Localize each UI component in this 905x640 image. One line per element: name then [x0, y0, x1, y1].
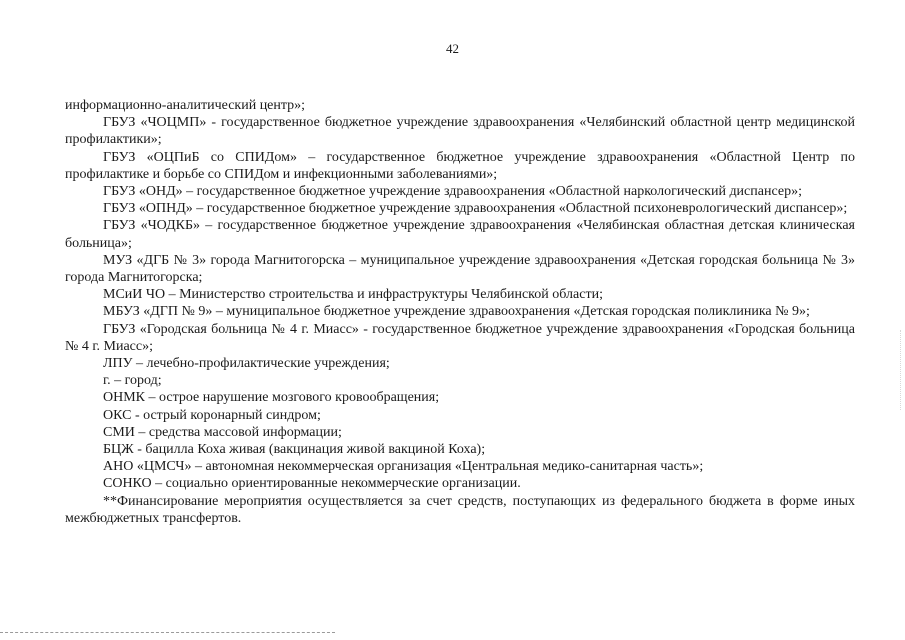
paragraph-dgp9: МБУЗ «ДГП № 9» – муниципальное бюджетное учреждение здравоохранения «Детская городская поликлиника № 9»;	[103, 304, 810, 320]
page-number: 42	[446, 41, 459, 56]
paragraph-smi: СМИ – средства массовой информации;	[103, 424, 342, 440]
paragraph-footnote-financing: **Финансирование мероприятия осуществляется за счет средств, поступающих из федерального бюджета в форме иных межбюджетных трансфертов.	[65, 493, 855, 526]
paragraph-gorod: г. – город;	[103, 373, 162, 389]
bottom-divider	[0, 632, 335, 633]
paragraph-lpu: ЛПУ – лечебно-профилактические учреждения;	[103, 356, 390, 372]
paragraph-bcg: БЦЖ - бацилла Коха живая (вакцинация живой вакциной Коха);	[103, 442, 486, 458]
paragraph-chocmp: ГБУЗ «ЧОЦМП» - государственное бюджетное учреждение здравоохранения «Челябинский областной центр медицинской профилактики»;	[65, 115, 855, 148]
document-body	[65, 97, 855, 527]
scan-margin-marks	[900, 330, 903, 410]
paragraph-oks: ОКС - острый коронарный синдром;	[103, 407, 321, 423]
paragraph-continuation: информационно-аналитический центр»;	[65, 98, 306, 113]
paragraph-ocpib: ГБУЗ «ОЦПиБ со СПИДом» – государственное бюджетное учреждение здравоохранения «Областной Центр по профилактике и борьбе со СПИДом и инфекционными заболеваниями»;	[65, 149, 855, 182]
paragraph-dgb3: МУЗ «ДГБ № 3» города Магнитогорска – муниципальное учреждение здравоохранения «Детская городская больница № 3» города Магнитогорска;	[65, 252, 855, 286]
paragraph-msii: МСиИ ЧО – Министерство строительства и инфраструктуры Челябинской области;	[103, 287, 603, 303]
paragraph-opnd: ГБУЗ «ОПНД» – государственное бюджетное учреждение здравоохранения «Областной психоневрологический диспансер»;	[103, 201, 848, 217]
paragraph-onmk: ОНМК – острое нарушение мозгового кровообращения;	[103, 390, 440, 406]
paragraph-ond: ГБУЗ «ОНД» – государственное бюджетное учреждение здравоохранения «Областной наркологический диспансер»;	[103, 184, 802, 200]
paragraph-ano-cmsch: АНО «ЦМСЧ» – автономная некоммерческая организация «Центральная медико-санитарная часть»;	[103, 459, 704, 475]
paragraph-sonko: СОНКО – социально ориентированные некоммерческие организации.	[103, 476, 521, 492]
paragraph-chodkb: ГБУЗ «ЧОДКБ» – государственное бюджетное учреждение здравоохранения «Челябинская областная детская клиническая больница»;	[65, 218, 855, 251]
paragraph-gb4-miass: ГБУЗ «Городская больница № 4 г. Миасс» - государственное бюджетное учреждение здравоохранения «Городская больница № 4 г. Миасс»;	[65, 321, 855, 354]
